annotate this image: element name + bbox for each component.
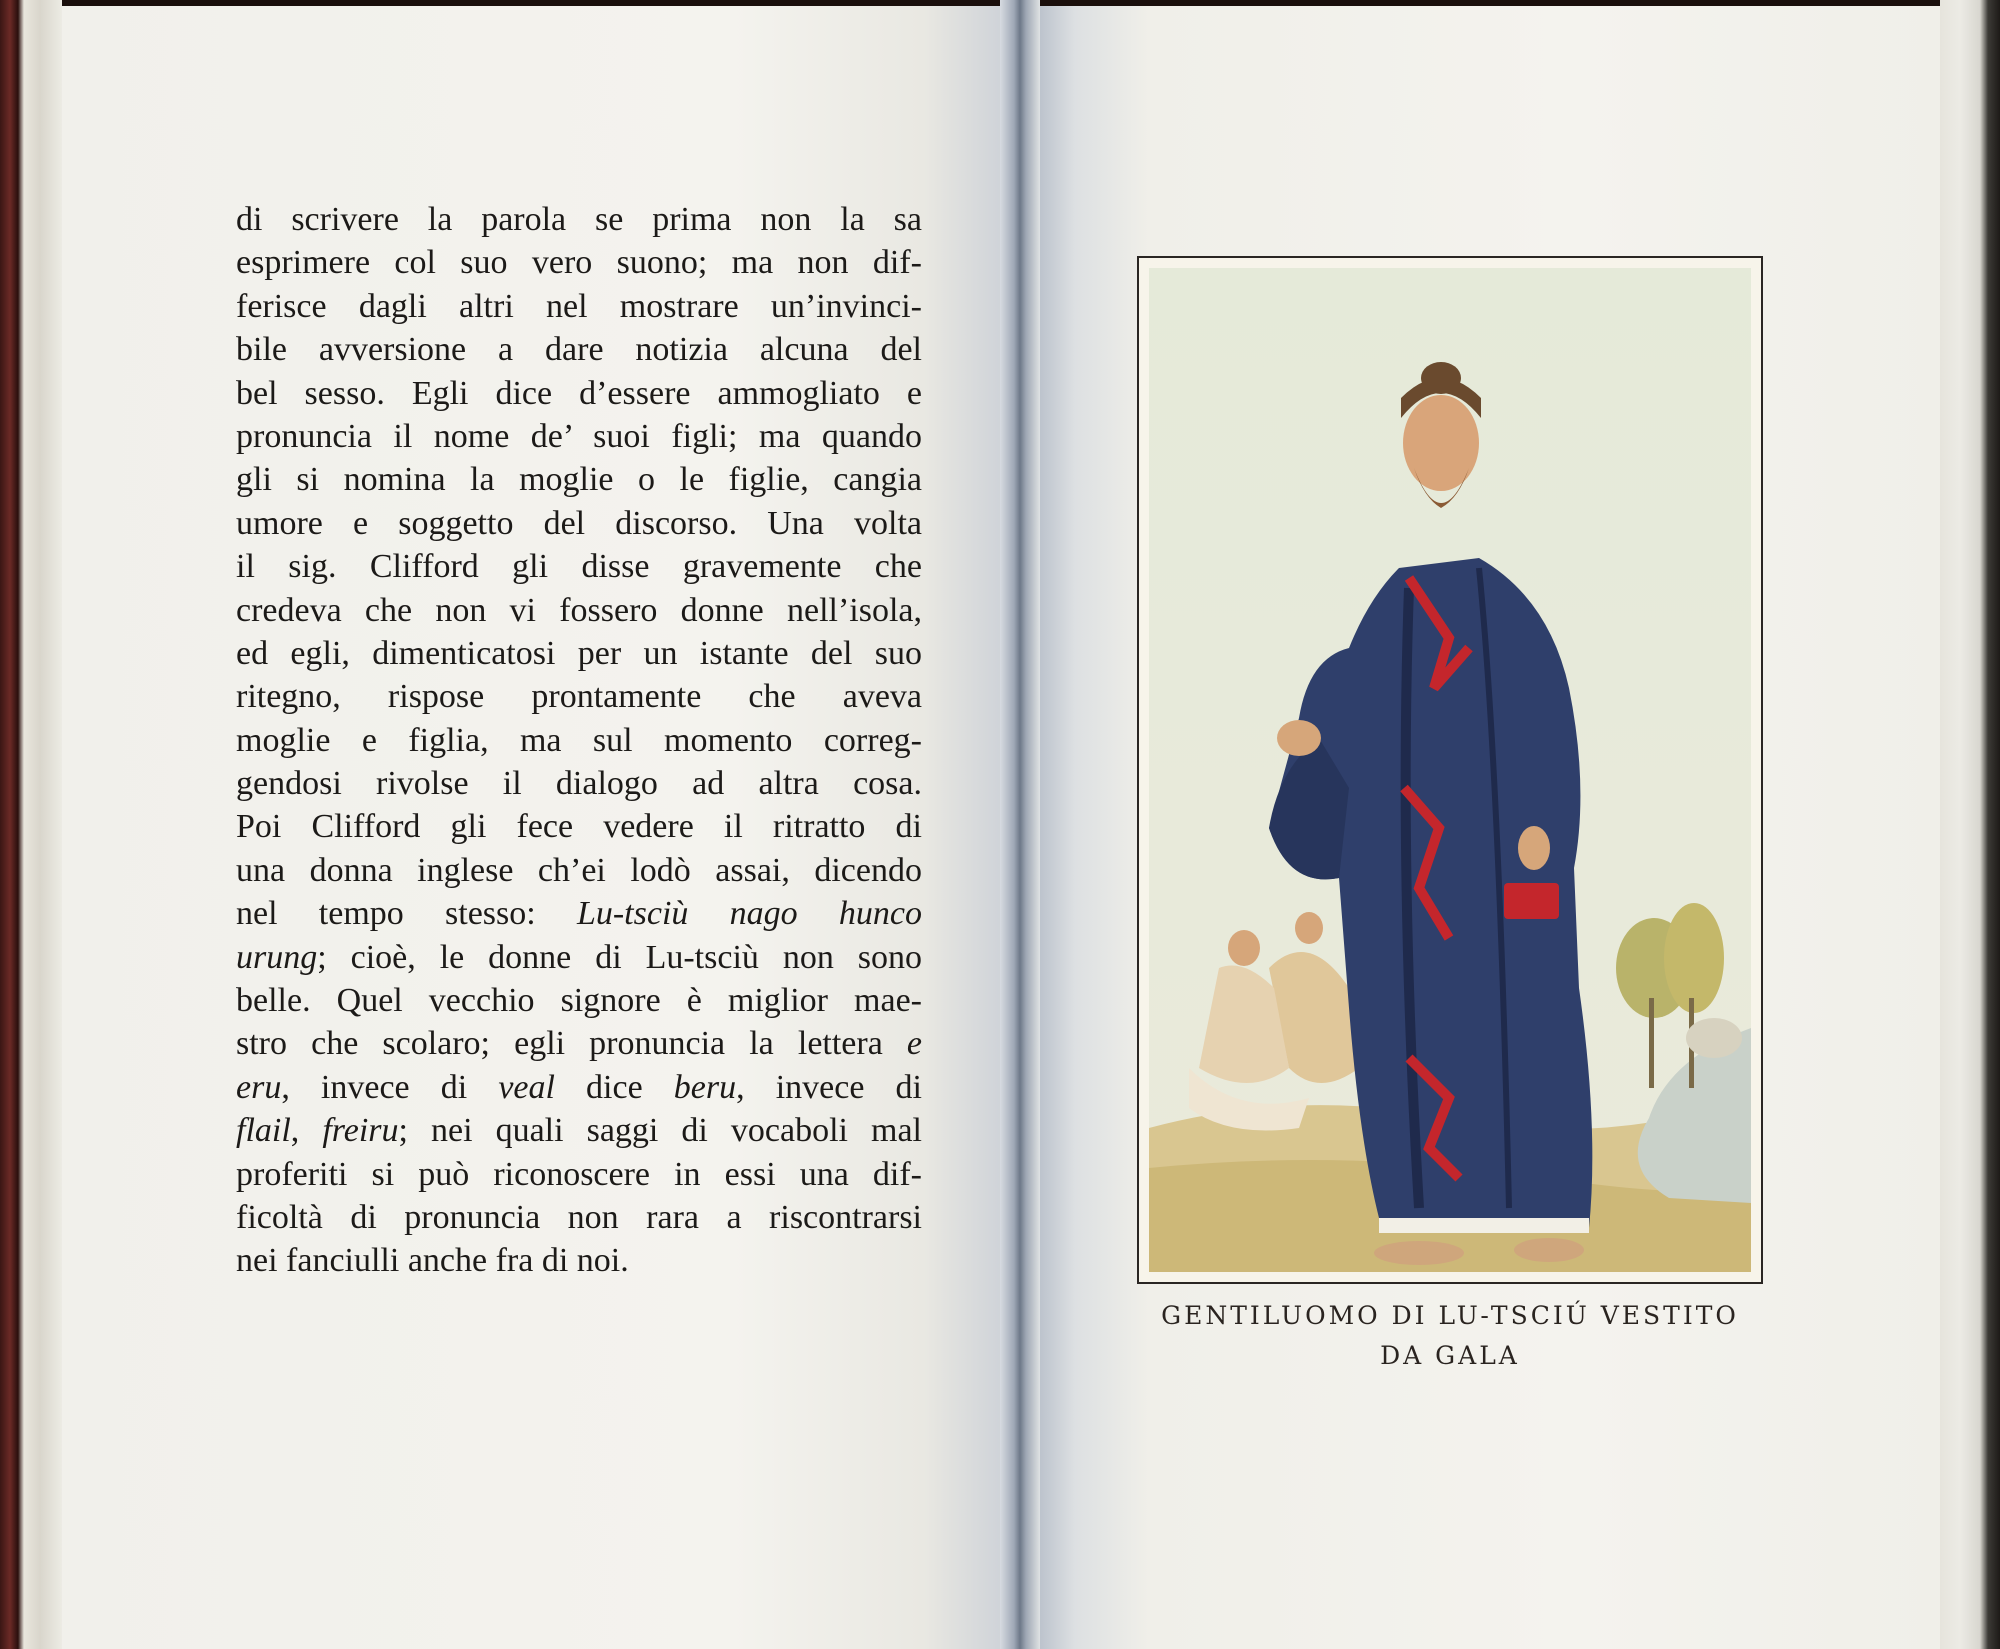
book-edge-right <box>1940 0 2000 1649</box>
text-segment: umore e soggetto del discorso. Una volta <box>236 504 922 542</box>
text-line <box>236 415 922 458</box>
caption-line-1: GENTILUOMO DI LU-TSCIÚ VESTITO <box>1161 1301 1739 1330</box>
text-segment: pronuncia il nome de’ suoi figli; ma quando <box>236 417 922 455</box>
text-line <box>236 675 922 718</box>
text-line <box>236 762 922 805</box>
text-segment: , <box>290 1112 323 1150</box>
text-line <box>236 1196 922 1239</box>
text-line <box>236 328 922 371</box>
text-line <box>236 198 922 241</box>
text-line <box>236 632 922 675</box>
text-segment: il sig. Clifford gli disse gravemente che <box>236 548 922 586</box>
italic-text: beru <box>673 1068 737 1106</box>
text-line <box>236 545 922 588</box>
text-line <box>236 372 922 415</box>
italic-text: e <box>906 1025 922 1063</box>
text-segment: ficoltà di pronuncia non rara a riscontrarsi <box>236 1198 922 1236</box>
text-segment: ed egli, dimenticatosi per un istante del suo <box>236 634 922 672</box>
text-segment: una donna inglese ch’ei lodò assai, dicendo <box>236 851 922 889</box>
text-line <box>236 1153 922 1196</box>
text-line <box>236 849 922 892</box>
text-line <box>236 805 922 848</box>
text-segment: di scrivere la parola se prima non la sa <box>236 201 922 238</box>
italic-text: freiru <box>322 1112 399 1150</box>
text-segment: proferiti si può riconoscere in essi una dif- <box>236 1155 922 1193</box>
italic-text: eru <box>236 1068 282 1106</box>
text-line <box>236 1066 922 1109</box>
text-segment: ferisce dagli altri nel mostrare un’invinci- <box>236 287 922 325</box>
italic-text: urung <box>236 938 318 976</box>
text-segment: ; nei quali saggi di vocaboli mal <box>398 1112 922 1150</box>
text-segment: gendosi rivolse il dialogo ad altra cosa. <box>236 765 922 803</box>
text-line <box>236 719 922 762</box>
text-segment: ritegno, rispose prontamente che aveva <box>236 678 922 716</box>
caption-line-2: DA GALA <box>1380 1341 1520 1370</box>
book-gutter <box>1000 0 1040 1649</box>
text-segment: bel sesso. Egli dice d’essere ammogliato e <box>236 374 922 412</box>
italic-text: veal <box>498 1068 555 1106</box>
book-edge-left <box>0 0 62 1649</box>
italic-text: flail <box>236 1112 291 1150</box>
text-line <box>236 936 922 979</box>
text-line <box>236 502 922 545</box>
text-segment: , invece di <box>281 1068 499 1106</box>
text-segment: bile avversione a dare notizia alcuna del <box>236 331 922 369</box>
text-line <box>236 458 922 501</box>
text-segment: , invece di <box>736 1068 922 1106</box>
plate-caption <box>1120 1296 1780 1376</box>
red-box <box>1504 883 1559 919</box>
text-segment: nel tempo stesso: <box>236 895 577 933</box>
text-line <box>236 1109 922 1152</box>
text-segment: gli si nomina la moglie o le figlie, cangia <box>236 461 922 499</box>
text-line <box>236 892 922 935</box>
text-segment: ; cioè, le donne di Lu-tsciù non sono <box>317 938 922 976</box>
text-segment: esprimere col suo vero suono; ma non dif- <box>236 244 922 282</box>
text-line <box>236 241 922 284</box>
text-segment: moglie e figlia, ma sul momento correg- <box>236 721 922 759</box>
body-text <box>236 198 922 1283</box>
text-segment: credeva che non vi fossero donne nell’isola, <box>236 591 922 629</box>
text-segment: belle. Quel vecchio signore è miglior mae- <box>236 982 922 1020</box>
text-segment: stro che scolaro; egli pronuncia la lettera <box>236 1025 907 1063</box>
text-segment: nei fanciulli anche fra di noi. <box>236 1242 629 1280</box>
text-line <box>236 285 922 328</box>
text-line <box>236 1022 922 1065</box>
text-segment: dice <box>554 1068 674 1106</box>
text-line <box>236 979 922 1022</box>
text-line <box>236 1239 922 1282</box>
italic-text: Lu-tsciù nago hunco <box>576 895 922 933</box>
illustration-plate <box>1137 256 1763 1284</box>
gentleman-illustration <box>1149 268 1751 1272</box>
text-segment: Poi Clifford gli fece vedere il ritratto di <box>236 808 922 846</box>
text-line <box>236 589 922 632</box>
